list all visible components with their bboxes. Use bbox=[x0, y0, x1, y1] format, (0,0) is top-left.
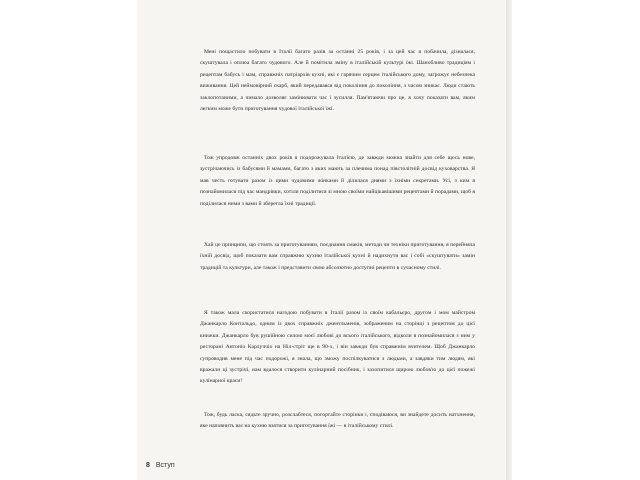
paragraph-1 bbox=[200, 47, 475, 115]
paragraph-4-text: Я також мала скористатися нагодою побувати в Італії разом із своїм кабальєро, другом і мом майстром Джанкарло Контальдо, одним із двох справжніх джентльменів, зображеним на сторінці з рецептом до цієї книжки. Джанкарло був рушійною силою моєї любові до всього італійського, відколи я познайомилася з ним у ресторані Антоніо Карлуччіо на Ніл-стріт ще в 90-х, і він завжди був справжнім вчителем. Щоб Джанкарло супроводив мене під час подорожі, я знала, що зможу поспілкуватися з людьми, а завдяки тим людям, які вражали ці зустрічі, нам вдалося створити кулінарний посібник, і захопитися щирою любов'ю до цієї пожежі кулінарної краси! bbox=[200, 310, 475, 385]
paragraph-1-text: Мені пощастило побувати в Італії багато разів за останні 25 років, і за цей час я побачила, дізналася, скуштувала і оплюа багато чудового. Але й помітила зміну в італійській культурі їжі. Шанобливо традиціям і рецептам бабусь і мам, справжніх патріархів кухні, які є гарячим серцем італійського дому, загрожує небезпека виживання. Цей неймовірний скарб, який передавався від покоління до покоління, з часом зникає. Люди стають заклопотаними, а чимало дозволяє замінювати час і зусилля. Пам'ятаючи про це, я хочу показати вам, яким легким може бути приготування чудової італійської їжі. bbox=[200, 49, 475, 113]
paragraph-2-text: Тож упродовж останніх двох років я подорожувала Італією, де завжди можна знайти для себе щось нове, зустрічаючись із бабусями й мамами, багато з яких мають за плечима понад півстолітній досвід куховарства. Я мав честь готувати разом із цими чудовими жінками й ділилася днями з їхніми секретами. Усі, з ким я познайомилася під час мандрівки, хотіли поділитися зі мною своїми найцікавішими рецептами й порадами, щоб я поділилася ними з вами й зберегла їхні традиції. bbox=[200, 155, 475, 207]
paragraph-2 bbox=[200, 153, 475, 210]
section-title: Вступ bbox=[155, 462, 175, 469]
paragraph-3-text: Хай це принципи, що стоять за приготуванням, поєднання смаків, методи чи техніки приготування, я перейняла їхній досвід, щоб показати вам справжню кухню італійської кухні й надихнути вас і собі «скуштувати» замін традицій та культури, але також і представити свою абсолютно доступні рецепти в сучасному стилі. bbox=[200, 242, 475, 271]
paragraph-5 bbox=[200, 410, 475, 433]
paragraph-5-text: Тож, будь ласка, сядьте зручно, розслабтеся, погортайте сторінки і, сподіваюся, ви знайдете досить натхнення, яке наповнить вас на кухню взятися за приготування їжі — в італійському стилі. bbox=[200, 412, 475, 430]
paragraph-4 bbox=[200, 308, 475, 388]
page-edge bbox=[506, 0, 512, 480]
page-number: 8 bbox=[146, 462, 150, 469]
paragraph-3 bbox=[200, 240, 475, 274]
page-footer bbox=[146, 462, 175, 469]
